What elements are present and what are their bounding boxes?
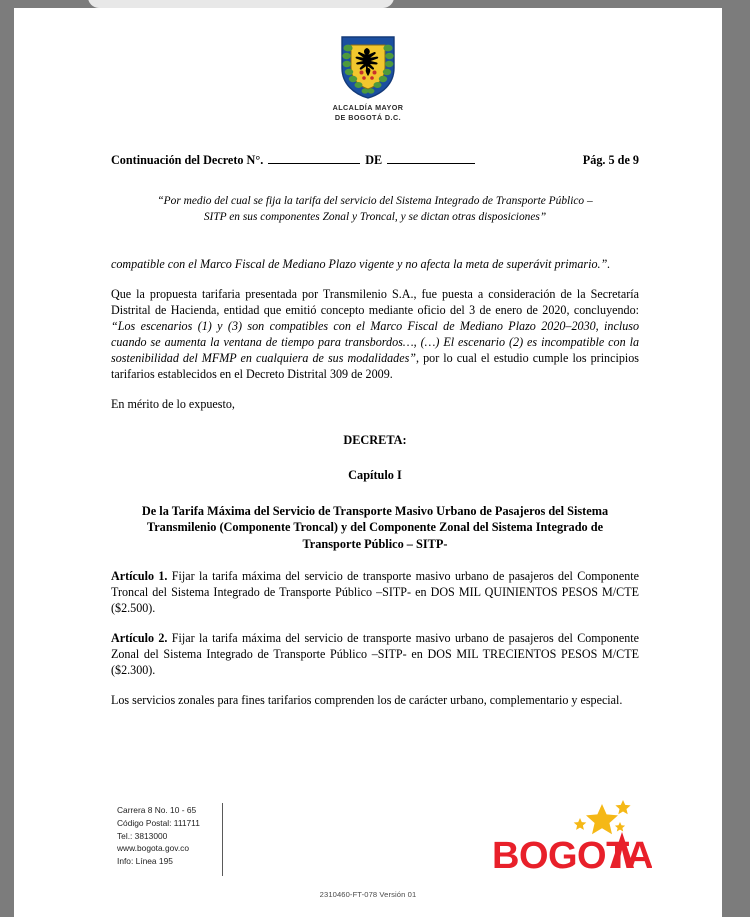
- window-chrome-pill: [88, 0, 394, 8]
- letterhead: [14, 34, 722, 125]
- articulo-1-text: Fijar la tarifa máxima del servicio de transporte masivo urbano de pasajeros del Componente Troncal del Sistema Integrado de Transporte Público –SITP- en DOS MIL QUINIENTOS PESOS M/CTE ($2.500).: [111, 568, 639, 616]
- address-line-info: Info: Línea 195: [117, 856, 173, 867]
- decreto-number-blank: [268, 153, 360, 164]
- crest-wrapper: [333, 34, 404, 122]
- form-code: 2310460-FT-078 Versión 01: [319, 890, 417, 899]
- address-line-website: www.bogota.gov.co: [117, 843, 190, 854]
- paragraph-compatible: compatible con el Marco Fiscal de Mediano Plazo vigente y no afecta la meta de superávit primario.”.: [111, 256, 611, 271]
- letterhead-caption-line1: ALCALDÍA MAYOR: [332, 103, 404, 112]
- document-header-line: [111, 153, 639, 168]
- decreto-date-blank: [387, 153, 475, 164]
- decree-subtitle: [111, 194, 639, 226]
- address-line-postal: Código Postal: 111711: [117, 817, 200, 828]
- decree-subtitle-line2: SITP en sus componentes Zonal y Troncal, y se dictan otras disposiciones”: [203, 210, 547, 223]
- articulo-2: [111, 630, 639, 678]
- articulo-2-label: Artículo 2.: [111, 631, 168, 646]
- address-block: [117, 804, 200, 868]
- articulo-2-text: Fijar la tarifa máxima del servicio de transporte masivo urbano de pasajeros del Componente Zonal del Sistema Integrado de Transporte Público –SITP- en DOS MIL TRECIENTOS PESOS M/CTE ($2.300).: [111, 631, 639, 678]
- paragraph-propuesta-part2: , por lo cual el estudio cumple los principios tarifarios establecidos en el Decreto Distrital 309 de 2009.: [111, 351, 639, 382]
- paragraph-propuesta-tarifaria: [111, 286, 639, 382]
- paragraph-propuesta-quote: “Los escenarios (1) y (3) son compatibles con el Marco Fiscal de Mediano Plazo 2020–2030, incluso cuando se aumenta la ventana de tiempo para transbordos…, (…) El escenario (2) es incompatible con la sostenibilidad del MFMP en cualquiera de sus modalidades”: [111, 319, 639, 366]
- bogota-coat-of-arms-icon: [338, 34, 398, 100]
- articulo-1: [111, 568, 639, 616]
- capitulo-heading: Capítulo I: [348, 467, 402, 482]
- letterhead-caption-line2: DE BOGOTÁ D.C.: [334, 112, 402, 122]
- decreta-heading: DECRETA:: [343, 432, 407, 447]
- continuation-label: Continuación del Decreto N°.: [111, 153, 264, 167]
- bogota-logo-svg: [492, 798, 652, 880]
- paragraph-propuesta-part1: Que la propuesta tarifaria presentada por Transmilenio S.A., fue puesta a consideración de la Secretaría Distrital de Hacienda, entidad que emitió concepto mediante oficio del 3 de enero de 2020, concluyendo:: [111, 287, 639, 318]
- document-page: [14, 8, 722, 917]
- page-number-label: Pág. 5 de 9: [582, 153, 639, 167]
- articulo-1-label: Artículo 1.: [111, 568, 168, 583]
- bogota-logo-text: BOGOTA: [492, 835, 652, 877]
- bogota-logo-stars: [574, 800, 631, 834]
- address-line-phone: Tel.: 3813000: [117, 830, 168, 841]
- chapter-title: De la Tarifa Máxima del Servicio de Transporte Masivo Urbano de Pasajeros del Sistema Transmilenio (Componente Troncal) y del Componente Zonal del Sistema Integrado de Transporte Público – SITP-: [141, 503, 609, 551]
- document-content: [111, 153, 639, 723]
- paragraph-servicios-zonales: Los servicios zonales para fines tarifarios comprenden los de carácter urbano, complementario y especial.: [111, 693, 623, 708]
- decree-subtitle-line1: “Por medio del cual se fija la tarifa del servicio del Sistema Integrado de Transporte Público –: [157, 195, 593, 207]
- bogota-stars-logo-icon: [492, 798, 652, 880]
- letterhead-caption: [333, 103, 404, 122]
- footer-divider: [222, 803, 223, 876]
- paragraph-en-merito: En mérito de lo expuesto,: [111, 397, 235, 412]
- de-label: DE: [365, 153, 383, 167]
- address-line-street: Carrera 8 No. 10 - 65: [117, 805, 197, 815]
